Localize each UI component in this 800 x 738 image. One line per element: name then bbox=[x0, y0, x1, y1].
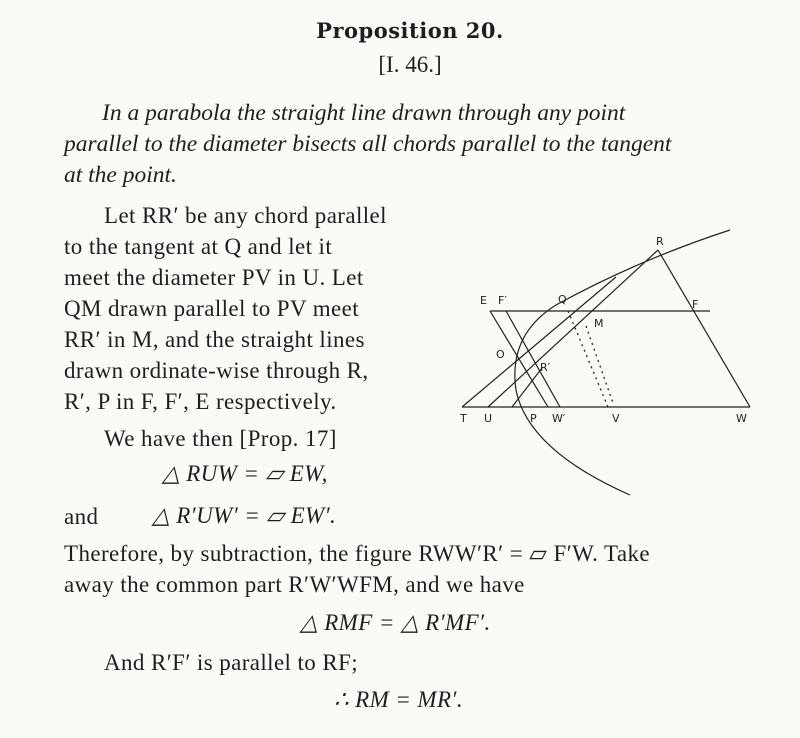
diameter-PV bbox=[586, 326, 613, 403]
body-line: We have then [Prop. 17] bbox=[104, 426, 337, 451]
line-Rp-U bbox=[512, 368, 542, 407]
label-F: F bbox=[692, 298, 699, 311]
label-Q: Q bbox=[558, 293, 567, 306]
equation-3: △ RMF = △ R′MF′. bbox=[300, 610, 491, 635]
equation-1: △ RUW = ▱ EW, bbox=[162, 461, 328, 486]
label-M: M bbox=[594, 317, 604, 330]
body-line: R′, P in F, F′, E respectively. bbox=[64, 389, 337, 414]
parabola-figure bbox=[448, 220, 768, 505]
and-word: and bbox=[64, 504, 99, 529]
label-T: T bbox=[460, 412, 467, 425]
body-line: Therefore, by subtraction, the figure RWW′R′ = ▱ F′W. Take bbox=[64, 541, 650, 566]
body-line: Let RR′ be any chord parallel bbox=[104, 203, 387, 228]
body-line: RR′ in M, and the straight lines bbox=[64, 327, 365, 352]
body-line: to the tangent at Q and let it bbox=[64, 234, 333, 259]
body-line: And R′F′ is parallel to RF; bbox=[104, 650, 359, 675]
body-line: away the common part R′W′WFM, and we have bbox=[64, 572, 525, 597]
chord-RR bbox=[488, 250, 658, 407]
label-V: V bbox=[612, 412, 620, 425]
label-R-prime: R′ bbox=[540, 361, 551, 374]
enunciation-line: at the point. bbox=[64, 162, 177, 188]
line-R-W bbox=[658, 250, 750, 407]
label-U: U bbox=[484, 412, 493, 425]
label-E: E bbox=[480, 294, 487, 307]
body-line: QM drawn parallel to PV meet bbox=[64, 296, 360, 321]
label-R: R bbox=[656, 235, 664, 248]
body-line: meet the diameter PV in U. Let bbox=[64, 265, 364, 290]
enunciation-line: parallel to the diameter bisects all chords parallel to the tangent bbox=[64, 131, 672, 157]
proposition-title: Proposition 20. bbox=[316, 18, 504, 43]
line-F-W bbox=[506, 311, 560, 407]
body-line: drawn ordinate-wise through R, bbox=[64, 358, 369, 383]
enunciation bbox=[64, 98, 764, 191]
enunciation-line: In a parabola the straight line drawn through any point bbox=[102, 100, 626, 126]
label-W-prime: W′ bbox=[552, 412, 566, 425]
euclid-reference: [I. 46.] bbox=[378, 52, 442, 77]
label-P: P bbox=[530, 412, 537, 425]
equation-2: △ R′UW′ = ▱ EW′. bbox=[152, 503, 337, 528]
label-F-prime: F′ bbox=[498, 294, 507, 307]
equation-4: ∴ RM = MR′. bbox=[334, 687, 464, 712]
label-W: W bbox=[736, 412, 747, 425]
label-O: O bbox=[496, 348, 505, 361]
